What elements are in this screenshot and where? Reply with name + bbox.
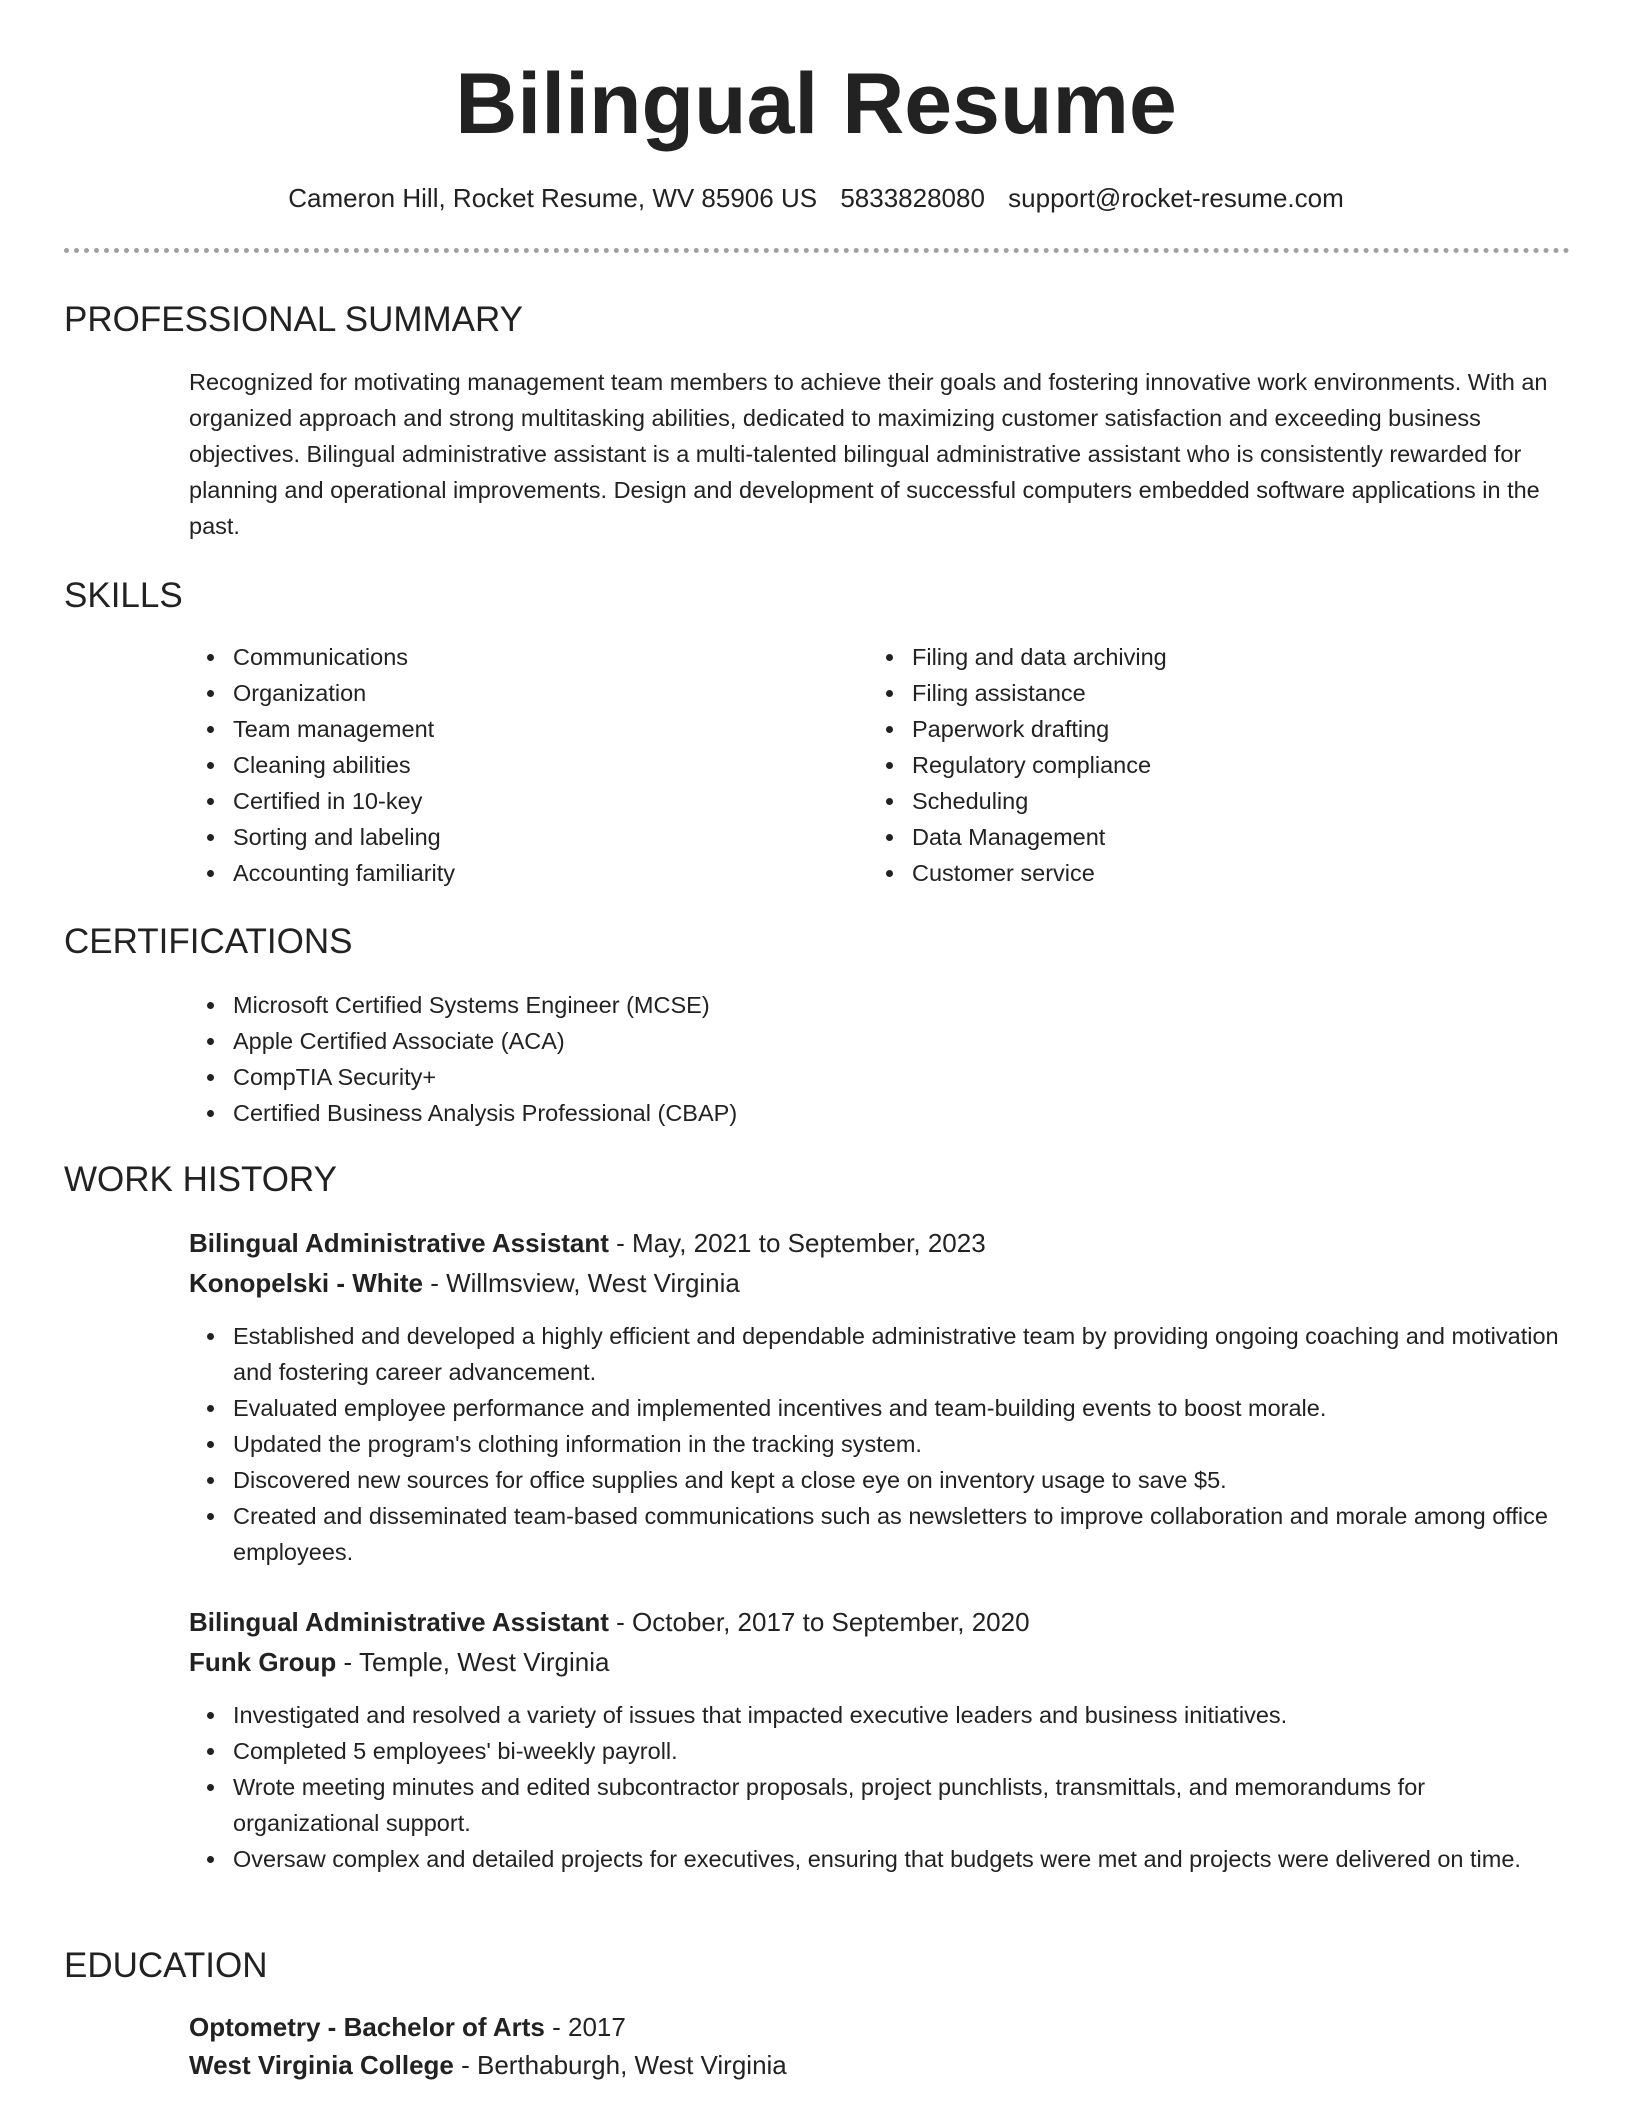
job-company-line: [189, 1264, 740, 1302]
job-bullet: Evaluated employee performance and implemented incentives and team-building events to boost morale.: [189, 1390, 1574, 1426]
skill-item: Sorting and labeling: [189, 819, 829, 855]
job-company-line: [189, 1643, 609, 1681]
job-bullet: Created and disseminated team-based communications such as newsletters to improve collaboration and morale among office employees.: [189, 1498, 1574, 1570]
education-location: - Berthaburgh, West Virginia: [453, 2050, 787, 2080]
skill-item: Filing and data archiving: [868, 639, 1568, 675]
education-year: - 2017: [544, 2012, 626, 2042]
resume-title: Bilingual Resume: [455, 56, 1177, 152]
certification-item: Certified Business Analysis Professional (CBAP): [189, 1095, 1489, 1131]
skill-item: Organization: [189, 675, 829, 711]
contact-info: [0, 180, 1632, 216]
certifications-list: [189, 987, 1489, 1131]
contact-email: support@rocket-resume.com: [1008, 183, 1344, 213]
certifications-heading: CERTIFICATIONS: [64, 922, 353, 961]
certification-item: Microsoft Certified Systems Engineer (MCSE): [189, 987, 1489, 1023]
job-bullet: Oversaw complex and detailed projects for executives, ensuring that budgets were met and projects were delivered on time.: [189, 1841, 1574, 1877]
skill-item: Team management: [189, 711, 829, 747]
work-history-heading: WORK HISTORY: [64, 1160, 337, 1199]
contact-address: Cameron Hill, Rocket Resume, WV 85906 US: [288, 183, 818, 213]
job-location: - Willmsview, West Virginia: [423, 1268, 740, 1298]
skill-item: Customer service: [868, 855, 1568, 891]
job-bullet: Investigated and resolved a variety of issues that impacted executive leaders and business initiatives.: [189, 1697, 1574, 1733]
job-dates: - May, 2021 to September, 2023: [608, 1228, 986, 1258]
skill-item: Communications: [189, 639, 829, 675]
job-title: Bilingual Administrative Assistant: [189, 1607, 609, 1637]
skill-item: Cleaning abilities: [189, 747, 829, 783]
skill-item: Filing assistance: [868, 675, 1568, 711]
job-bullet: Updated the program's clothing information in the tracking system.: [189, 1426, 1574, 1462]
job-title-line: [189, 1603, 1030, 1641]
summary-heading: PROFESSIONAL SUMMARY: [64, 300, 523, 339]
job-bullet: Completed 5 employees' bi-weekly payroll.: [189, 1733, 1574, 1769]
education-school: West Virginia College: [189, 2050, 454, 2080]
job-bullet: Discovered new sources for office supplies and kept a close eye on inventory usage to save $5.: [189, 1462, 1574, 1498]
skills-list-right: [868, 639, 1568, 891]
header-divider: [64, 248, 1570, 253]
education-degree: Optometry - Bachelor of Arts: [189, 2012, 545, 2042]
job-bullets: [189, 1697, 1574, 1877]
skill-item: Certified in 10-key: [189, 783, 829, 819]
education-school-line: [189, 2046, 787, 2084]
job-company: Konopelski - White: [189, 1268, 423, 1298]
certification-item: CompTIA Security+: [189, 1059, 1489, 1095]
job-bullet: Wrote meeting minutes and edited subcontractor proposals, project punchlists, transmittals, and memorandums for organizational support.: [189, 1769, 1574, 1841]
skills-list-left: [189, 639, 829, 891]
skill-item: Accounting familiarity: [189, 855, 829, 891]
job-title: Bilingual Administrative Assistant: [189, 1228, 609, 1258]
skills-heading: SKILLS: [64, 576, 183, 615]
skill-item: Scheduling: [868, 783, 1568, 819]
education-heading: EDUCATION: [64, 1946, 268, 1985]
skill-item: Paperwork drafting: [868, 711, 1568, 747]
skill-item: Regulatory compliance: [868, 747, 1568, 783]
job-dates: - October, 2017 to September, 2020: [608, 1607, 1030, 1637]
contact-phone: 5833828080: [840, 183, 985, 213]
job-title-line: [189, 1224, 986, 1262]
summary-text: Recognized for motivating management team members to achieve their goals and fostering innovative work environments. With an organized approach and strong multitasking abilities, dedicated to maximizing customer satisfaction and exceeding business objectives. Bilingual administrative assistant is a multi-talented bilingual administrative assistant who is consistently rewarded for planning and operational improvements. Design and development of successful computers embedded software applications in the past.: [189, 369, 1548, 539]
certification-item: Apple Certified Associate (ACA): [189, 1023, 1489, 1059]
job-bullets: [189, 1318, 1574, 1570]
job-bullet: Established and developed a highly efficient and dependable administrative team by providing ongoing coaching and motivation and fostering career advancement.: [189, 1318, 1574, 1390]
skill-item: Data Management: [868, 819, 1568, 855]
job-company: Funk Group: [189, 1647, 337, 1677]
education-degree-line: [189, 2008, 626, 2046]
job-location: - Temple, West Virginia: [336, 1647, 610, 1677]
